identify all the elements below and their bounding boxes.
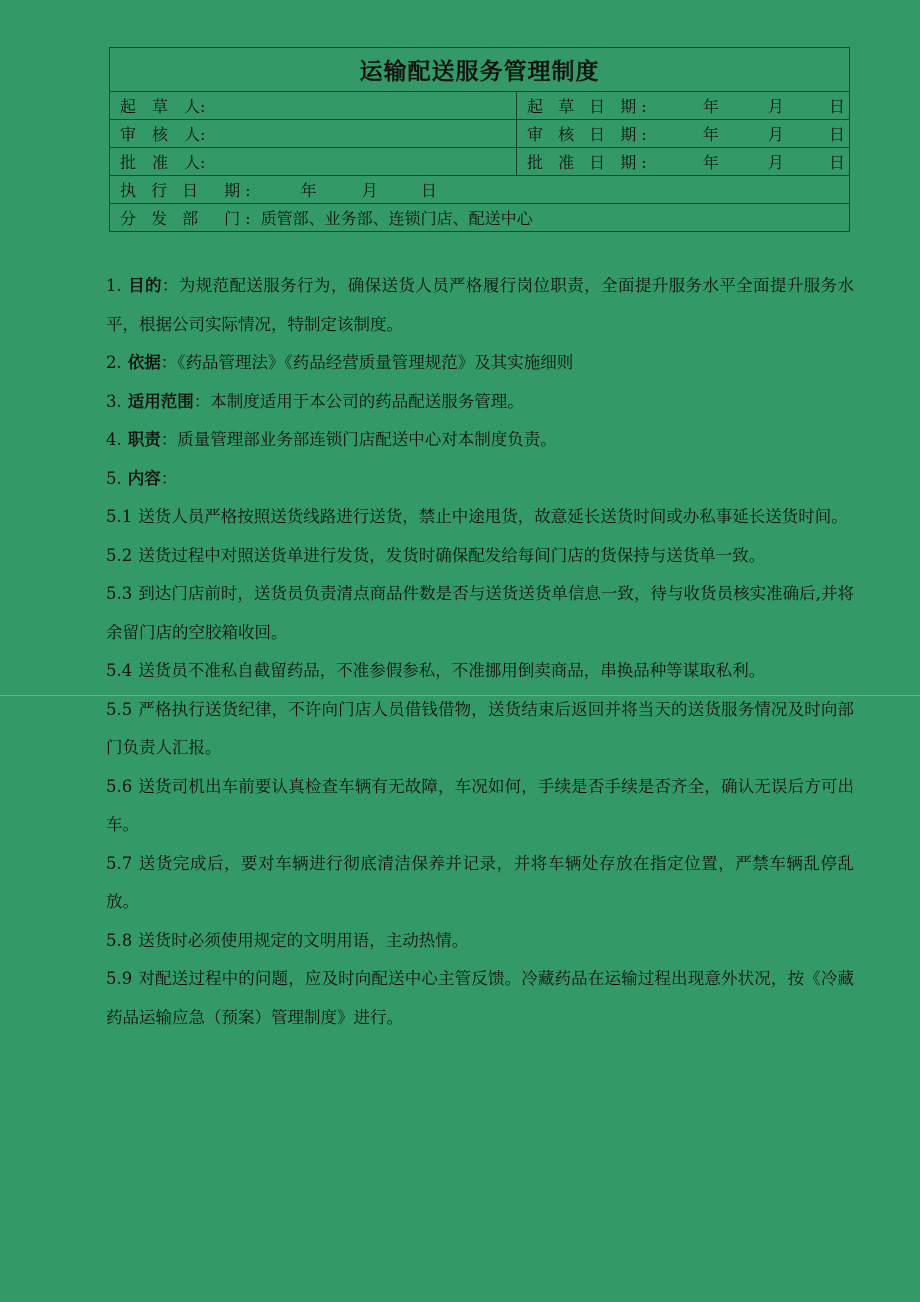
drafter-label: 起 草 人:	[120, 97, 206, 116]
clause-5-2	[106, 537, 854, 576]
section-basis	[106, 344, 854, 383]
approver-cell	[110, 148, 517, 176]
draft-year-label: 年	[702, 97, 719, 116]
approver-row	[110, 148, 850, 176]
document-body	[106, 267, 854, 1037]
document-title: 运输配送服务管理制度	[110, 48, 850, 92]
approve-date-cell	[517, 148, 850, 176]
draft-date-cell	[517, 92, 850, 120]
drafter-row	[110, 92, 850, 120]
section-label: 适用范围	[127, 391, 194, 411]
section-responsibility	[106, 421, 854, 460]
section-label: 内容	[127, 468, 161, 488]
clause-number: 5.7	[106, 853, 133, 873]
section-number: 5.	[106, 468, 122, 488]
clause-text: 送货过程中对照送货单进行发货，发货时确保配发给每间门店的货保持与送货单一致。	[138, 545, 766, 565]
section-scope	[106, 383, 854, 422]
clause-5-4	[106, 652, 854, 691]
section-text: ：	[160, 468, 178, 488]
clause-number: 5.8	[106, 930, 133, 950]
section-purpose	[106, 267, 854, 344]
exec-date-fields	[301, 178, 437, 201]
clause-number: 5.3	[106, 584, 133, 603]
approve-month-label: 月	[767, 153, 784, 172]
reviewer-cell	[110, 120, 517, 148]
clause-number: 5.2	[106, 545, 133, 565]
exec-date-label: 执 行 日 期:	[120, 181, 256, 200]
clause-5-1	[106, 498, 854, 537]
drafter-cell	[110, 92, 517, 120]
review-year-label: 年	[702, 125, 719, 144]
draft-day-label: 日	[828, 97, 845, 116]
clause-text: 严格执行送货纪律，不许向门店人员借钱借物，送货结束后返回并将当天的送货服务情况及时向部门负责人汇报。	[106, 699, 854, 757]
approve-date-label: 批 准 日 期:	[527, 153, 652, 172]
distribution-row	[110, 204, 850, 232]
clause-number: 5.5	[106, 699, 133, 719]
approve-day-label: 日	[828, 153, 845, 172]
clause-number: 5.9	[106, 969, 133, 988]
section-label: 依据	[127, 353, 161, 372]
section-text: ：质量管理部业务部连锁门店配送中心对本制度负责。	[160, 430, 557, 449]
clause-text: 送货司机出车前要认真检查车辆有无故障，车况如何，手续是否手续是否齐全，确认无误后方可出车。	[106, 776, 854, 834]
clause-number: 5.4	[106, 661, 133, 680]
section-text: ：本制度适用于本公司的药品配送服务管理。	[193, 391, 524, 411]
section-number: 1.	[106, 276, 122, 295]
approve-year-label: 年	[702, 153, 719, 172]
clause-text: 送货人员严格按照送货线路进行送货，禁止中途甩货，故意延长送货时间或办私事延长送货时间。	[138, 507, 848, 526]
clause-5-5	[106, 691, 854, 768]
approver-label: 批 准 人:	[120, 153, 206, 172]
clause-number: 5.6	[106, 776, 133, 796]
reviewer-label: 审 核 人:	[120, 125, 206, 144]
distribution-value: 质管部、业务部、连锁门店、配送中心	[260, 209, 533, 228]
clause-number: 5.1	[106, 507, 133, 526]
exec-date-cell	[110, 176, 850, 204]
exec-day-label: 日	[420, 181, 437, 200]
review-month-label: 月	[767, 125, 784, 144]
approve-date-fields	[703, 150, 845, 173]
section-number: 3.	[106, 391, 122, 411]
clause-text: 送货员不准私自截留药品，不准参假参私，不准挪用倒卖商品，串换品种等谋取私利。	[138, 661, 766, 680]
section-text: ：为规范配送服务行为，确保送货人员严格履行岗位职责，全面提升服务水平全面提升服务水平，根据公司实际情况，特制定该制度。	[106, 276, 855, 334]
clause-text: 到达门店前时，送货员负责清点商品件数是否与送货送货单信息一致，待与收货员核实准确后,并将余留门店的空胶箱收回。	[106, 584, 854, 642]
clause-5-9	[106, 960, 854, 1037]
section-label: 职责	[127, 430, 161, 449]
exec-month-label: 月	[361, 181, 378, 200]
reviewer-row	[110, 120, 850, 148]
exec-date-row	[110, 176, 850, 204]
section-number: 4.	[106, 430, 122, 449]
distribution-cell	[110, 204, 850, 232]
clause-5-8	[106, 922, 854, 961]
clause-5-6	[106, 768, 854, 845]
clause-5-7	[106, 845, 854, 922]
review-day-label: 日	[828, 125, 845, 144]
draft-date-label: 起 草 日 期:	[527, 97, 652, 116]
section-number: 2.	[106, 353, 122, 372]
document-header-table	[109, 47, 850, 232]
clause-text: 送货完成后，要对车辆进行彻底清洁保养并记录，并将车辆处存放在指定位置，严禁车辆乱停乱放。	[106, 853, 854, 911]
review-date-fields	[703, 122, 845, 145]
exec-year-label: 年	[300, 181, 317, 200]
clause-5-3	[106, 575, 854, 652]
draft-date-fields	[703, 94, 845, 117]
section-label: 目的	[127, 276, 162, 295]
distribution-label: 分 发 部 门:	[120, 209, 256, 228]
clause-text: 送货时必须使用规定的文明用语，主动热情。	[138, 930, 469, 950]
title-row	[110, 48, 850, 92]
review-date-cell	[517, 120, 850, 148]
clause-text: 对配送过程中的问题，应及时向配送中心主管反馈。冷藏药品在运输过程出现意外状况，按《冷藏药品运输应急（预案）管理制度》进行。	[106, 969, 854, 1027]
section-content	[106, 460, 854, 499]
section-text: ：《药品管理法》《药品经营质量管理规范》及其实施细则	[160, 353, 574, 372]
review-date-label: 审 核 日 期:	[527, 125, 652, 144]
draft-month-label: 月	[767, 97, 784, 116]
